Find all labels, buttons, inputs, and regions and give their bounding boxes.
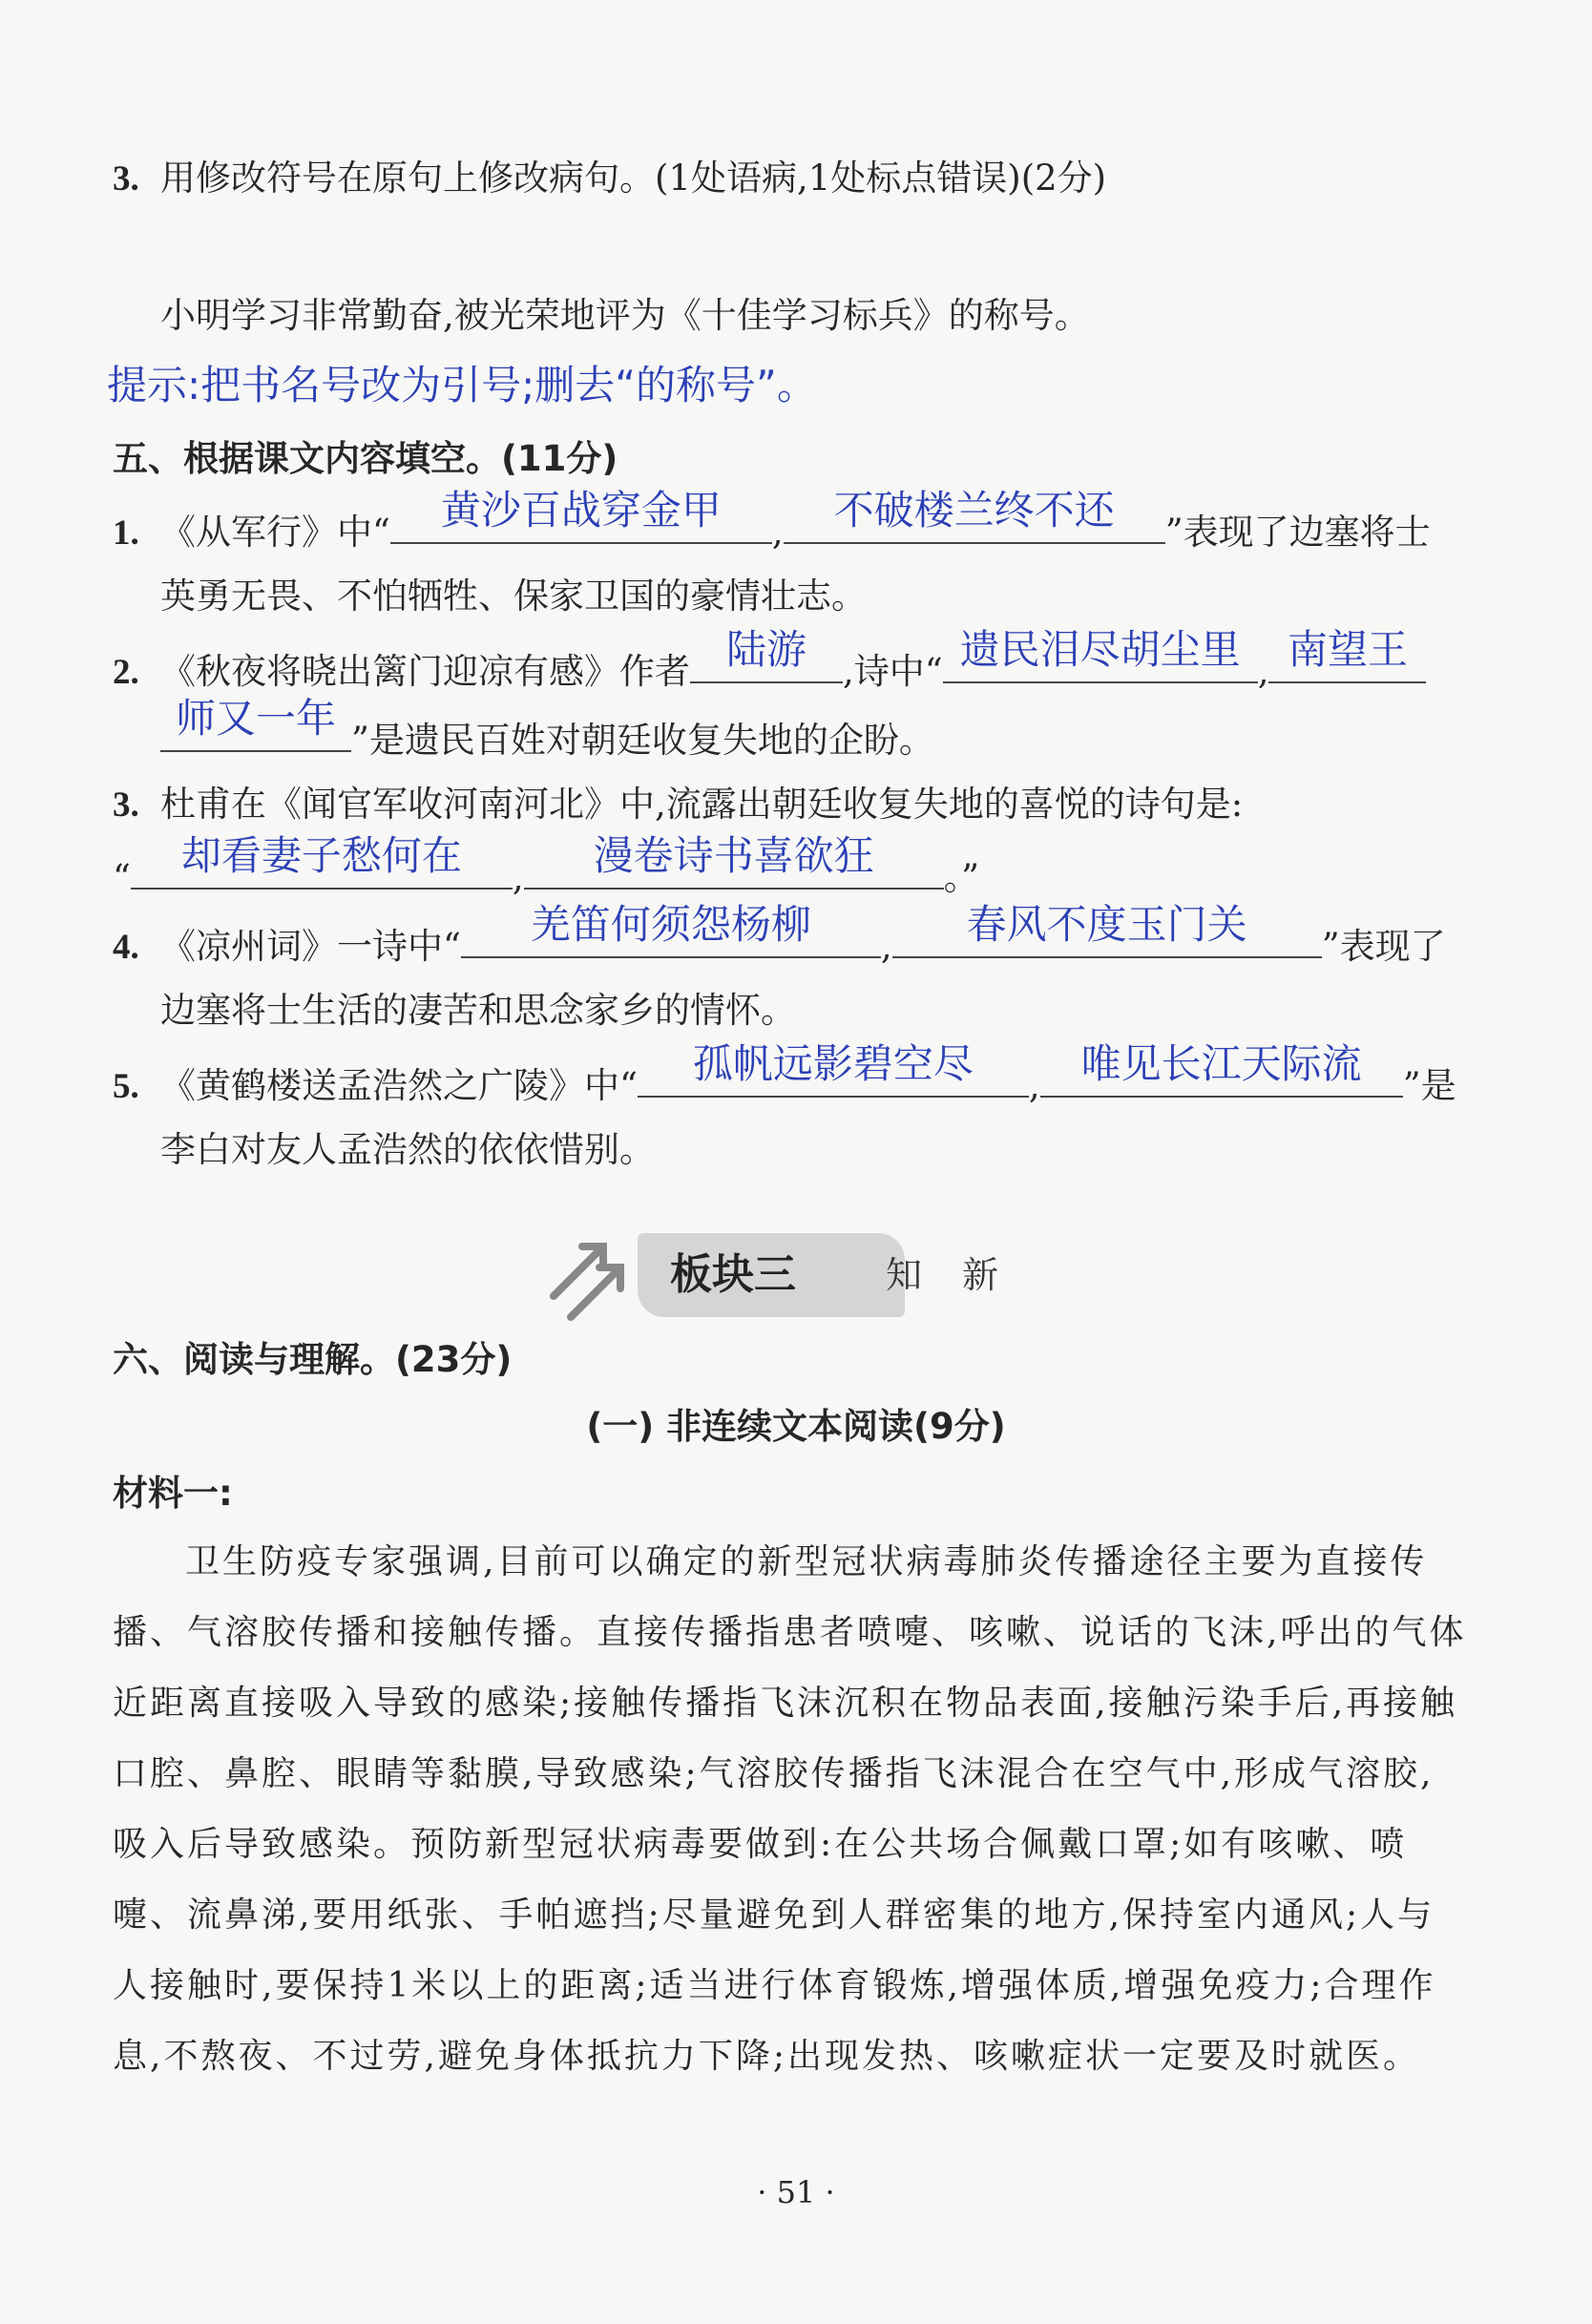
item-text: 《黄鹤楼送孟浩然之广陵》中“ bbox=[160, 1065, 638, 1106]
item-number: 5. bbox=[113, 1067, 139, 1106]
item-text: , bbox=[1257, 651, 1269, 692]
answer-text: 春风不度玉门关 bbox=[966, 901, 1247, 948]
paragraph-text: 卫生防疫专家强调,目前可以确定的新型冠状病毒肺炎传播途径主要为直接传播、气溶胶传播和接触传播。直接传播指患者喷嚏、咳嗽、说话的飞沫,呼出的气体近距离直接吸入导致的感染;接触传播指飞沫沉积在物品表面,接触污染手后,再接触口腔、鼻腔、眼睛等黏膜,导致感染;气溶胶传播指飞沫混合在空气中,形成气溶胶,吸入后导致感染。预防新型冠状病毒要做到:在公共场合佩戴口罩;如有咳嗽、喷嚏、流鼻涕,要用纸张、手帕遮挡;尽量避免到人群密集的地方,保持室内通风;人与人接触时,要保持1米以上的距离;适当进行体育锻炼,增强体质,增强免疫力;合理作息,不熬夜、不过劳,避免身体抵抗力下降;出现发热、咳嗽症状一定要及时就医。 bbox=[113, 1542, 1467, 2076]
item-number: 2. bbox=[113, 653, 139, 692]
answer-text: 南望王 bbox=[1287, 626, 1408, 673]
item-text: 《秋夜将晓出篱门迎凉有感》作者 bbox=[160, 651, 690, 692]
q3-number: 3. bbox=[113, 159, 139, 199]
item-text: ,诗中“ bbox=[843, 651, 943, 692]
answer-blank[interactable] bbox=[892, 901, 1322, 958]
answer-blank[interactable] bbox=[390, 487, 772, 544]
q3-hint: 提示:把书名号改为引号;删去“的称号”。 bbox=[107, 362, 817, 408]
q3-instruction bbox=[113, 155, 1106, 203]
answer-text: 孤帆远影碧空尽 bbox=[692, 1040, 974, 1087]
material-label: 材料一: bbox=[113, 1473, 233, 1514]
item-text: ”表现了边塞将士 bbox=[1164, 512, 1431, 553]
fill-item-5-cont: 李白对友人孟浩然的依依惜别。 bbox=[160, 1129, 655, 1170]
item-text: 《凉州词》一诗中“ bbox=[160, 926, 461, 967]
fill-item-3-cont bbox=[113, 832, 980, 902]
answer-blank[interactable] bbox=[690, 626, 843, 683]
answer-text: 漫卷诗书喜欲狂 bbox=[593, 832, 874, 879]
answer-blank[interactable] bbox=[524, 832, 944, 890]
item-text: , bbox=[880, 926, 892, 967]
fill-item-4-cont: 边塞将士生活的凄苦和思念家乡的情怀。 bbox=[160, 990, 796, 1031]
banner-title: 板块三 bbox=[670, 1250, 796, 1299]
answer-text: 遗民泪尽胡尘里 bbox=[959, 626, 1241, 673]
section6-subtitle: (一) 非连续文本阅读(9分) bbox=[586, 1406, 1006, 1447]
q3-sentence: 小明学习非常勤奋,被光荣地评为《十佳学习标兵》的称号。 bbox=[160, 295, 1090, 336]
answer-blank[interactable] bbox=[1040, 1040, 1403, 1098]
section5-title: 五、根据课文内容填空。(11分) bbox=[113, 438, 618, 479]
answer-blank[interactable] bbox=[1268, 626, 1426, 683]
item-text: 《从军行》中“ bbox=[160, 512, 390, 553]
fill-item-1 bbox=[113, 487, 1431, 557]
answer-text: 羌笛何须怨杨柳 bbox=[530, 901, 811, 948]
fill-item-2-cont bbox=[160, 695, 934, 764]
fill-item-4 bbox=[113, 901, 1446, 972]
answer-text: 不破楼兰终不还 bbox=[833, 487, 1115, 534]
item-number: 1. bbox=[113, 513, 139, 553]
fill-item-5 bbox=[113, 1040, 1456, 1111]
answer-text: 唯见长江天际流 bbox=[1080, 1040, 1362, 1087]
section-banner bbox=[542, 1222, 1038, 1327]
item-text: , bbox=[1028, 1065, 1040, 1106]
answer-blank[interactable] bbox=[638, 1040, 1029, 1098]
answer-text: 师又一年 bbox=[175, 695, 336, 742]
q3-instruction-text: 用修改符号在原句上修改病句。(1处语病,1处标点错误)(2分) bbox=[160, 157, 1107, 199]
item-text: “ bbox=[113, 857, 131, 898]
fill-item-3 bbox=[113, 781, 1243, 829]
page-number: · 51 · bbox=[757, 2174, 835, 2210]
material-paragraph bbox=[113, 1527, 1468, 2092]
answer-blank[interactable] bbox=[160, 695, 351, 752]
item-text: ”是 bbox=[1402, 1065, 1456, 1106]
section6-title: 六、阅读与理解。(23分) bbox=[113, 1339, 513, 1380]
fill-item-2 bbox=[113, 626, 1426, 697]
answer-blank[interactable] bbox=[784, 487, 1165, 544]
fill-item-1-cont: 英勇无畏、不怕牺牲、保家卫国的豪情壮志。 bbox=[160, 576, 867, 617]
item-text: ”是遗民百姓对朝廷收复失地的企盼。 bbox=[351, 720, 934, 761]
item-text: ”表现了 bbox=[1321, 926, 1446, 967]
answer-blank[interactable] bbox=[131, 832, 513, 890]
item-text: 杜甫在《闻官军收河南河北》中,流露出朝廷收复失地的喜悦的诗句是: bbox=[160, 784, 1244, 825]
item-text: 。” bbox=[943, 857, 980, 898]
item-text: , bbox=[512, 857, 524, 898]
answer-text: 却看妻子愁何在 bbox=[180, 832, 462, 879]
answer-text: 黄沙百战穿金甲 bbox=[440, 487, 722, 534]
item-number: 3. bbox=[113, 785, 139, 825]
item-number: 4. bbox=[113, 928, 139, 967]
banner-subtitle: 知新 bbox=[886, 1254, 1039, 1296]
answer-text: 陆游 bbox=[725, 626, 806, 673]
item-text: , bbox=[771, 512, 784, 553]
arrows-icon bbox=[542, 1222, 638, 1327]
answer-blank[interactable] bbox=[461, 901, 881, 958]
answer-blank[interactable] bbox=[943, 626, 1258, 683]
